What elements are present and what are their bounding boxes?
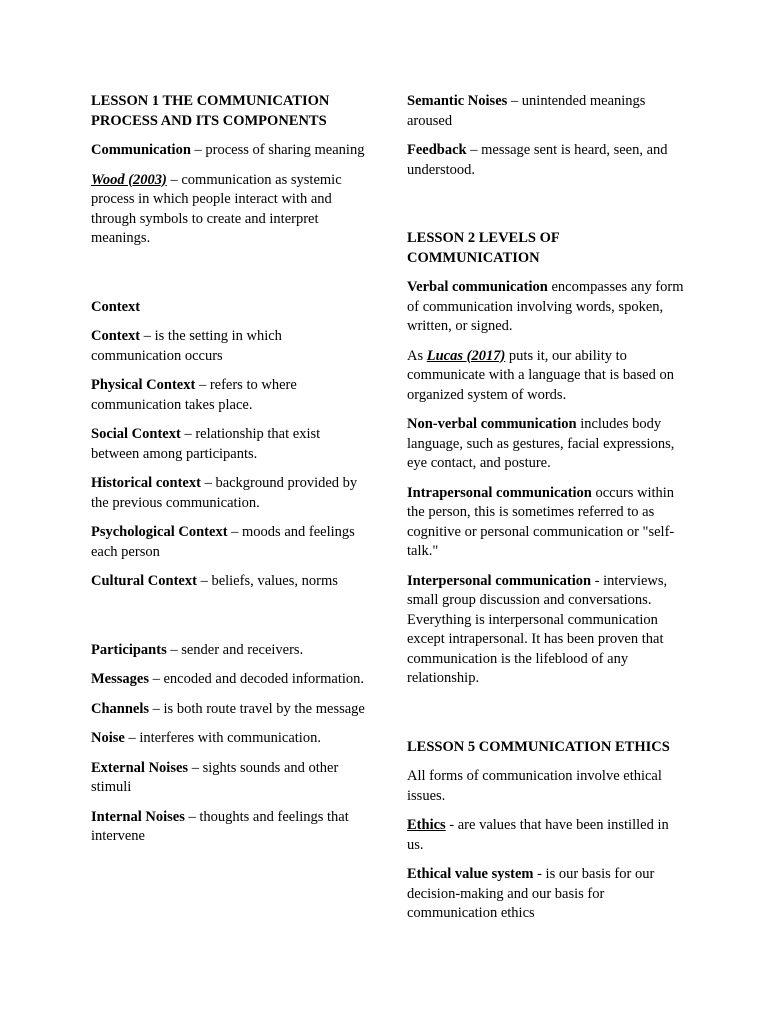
definition-text: encompasses any form of communication involving words, spoken, written, or signed. [407,279,684,334]
definition-text: occurs within the person, this is sometimes referred to as cognitive or personal communication or "self-talk." [407,484,675,559]
definition-text: – sights sounds and other stimuli [91,759,339,795]
lesson-2-heading: LESSON 2 LEVELS OF COMMUNICATION [407,230,560,266]
definition-wood [91,171,369,249]
term: Physical Context [91,377,196,393]
term: Intrapersonal communication [407,484,592,501]
definition-text: – thoughts and feelings that intervene [91,808,349,844]
term: Cultural Context [91,573,197,589]
lesson-1-heading: LESSON 1 THE COMMUNICATION PROCESS AND ITS COMPONENTS [91,93,330,129]
definition-text: – beliefs, values, norms [196,573,338,589]
definition-verbal-communication [407,278,685,337]
definition-text: – is the setting in which communication occurs [91,328,282,364]
definition-channels [91,700,369,720]
definition-text: – refers to where communication takes place. [91,377,297,413]
context-heading: Context [91,298,141,315]
definition-text: - interviews, small group discussion and conversations. Everything is interpersonal communication except intrapersonal. It has been proven that communication is the lifeblood of any relationship. [407,572,668,686]
reference-lucas: Lucas (2017) [426,347,506,364]
definition-nonverbal-communication [407,415,685,474]
definition-text: puts it, our ability to communicate with a language that is based on organized system of words. [407,347,674,403]
term: Ethical value system [407,866,534,882]
definition-text: – communication as systemic process in which people interact with and through symbols to create and interpret meanings. [91,171,342,246]
reference-wood: Wood (2003) [91,171,167,188]
definition-text: - is our basis for our decision-making and our basis for communication ethics [407,866,655,921]
definition-semantic-noises [407,92,685,131]
right-column [407,92,685,934]
definition-messages [91,670,369,690]
definition-text: – process of sharing meaning [190,142,365,158]
definition-text: – is both route travel by the message [149,700,365,717]
definition-cultural-context [91,572,369,592]
term: Historical context [91,475,201,491]
term: Ethics [407,817,446,833]
definition-text: – background provided by the previous communication. [91,475,358,511]
definition-psychological-context [91,523,369,562]
prefix-text: As [407,347,427,364]
left-column [91,92,369,857]
spacer [407,699,685,738]
term: Messages [91,671,149,687]
term: Noise [91,730,125,746]
definition-communication [91,141,369,161]
definition-interpersonal-communication [407,572,685,689]
definition-text: – unintended meanings aroused [407,93,646,129]
definition-noise [91,729,369,749]
term: Participants [91,641,167,658]
definition-external-noises [91,759,369,798]
term: Social Context [91,426,181,442]
spacer [91,259,369,298]
term: Feedback [407,142,467,158]
definition-text: – interferes with communication. [124,730,321,746]
term: Interpersonal communication [407,572,592,589]
definition-text: – encoded and decoded information. [149,671,365,687]
definition-social-context [91,425,369,464]
definition-text: – sender and receivers. [166,641,304,658]
spacer [407,190,685,229]
definition-context [91,327,369,366]
term: Channels [91,700,150,717]
definition-text: – moods and feelings each person [91,524,355,560]
term: Communication [91,142,191,158]
lesson-5-heading: LESSON 5 COMMUNICATION ETHICS [407,738,670,755]
definition-text: – message sent is heard, seen, and understood. [407,142,668,178]
term: Semantic Noises [407,93,508,109]
definition-ethical-value-system [407,865,685,924]
definition-internal-noises [91,808,369,847]
definition-feedback [407,141,685,180]
term: Internal Noises [91,808,185,825]
term: Non-verbal communication [407,416,577,432]
term: Verbal communication [407,279,548,295]
definition-intrapersonal-communication [407,484,685,562]
definition-text: – relationship that exist between among participants. [91,426,321,462]
term: Context [91,328,141,344]
term: External Noises [91,759,189,776]
definition-historical-context [91,474,369,513]
definition-text: - are values that have been instilled in us. [407,817,669,853]
definition-text: includes body language, such as gestures, facial expressions, eye contact, and posture. [407,416,675,471]
definition-ethics [407,816,685,855]
definition-participants [91,641,369,661]
ethics-intro: All forms of communication involve ethical issues. [407,768,662,804]
definition-lucas [407,347,685,406]
spacer [91,602,369,641]
term: Psychological Context [91,524,228,540]
definition-physical-context [91,376,369,415]
